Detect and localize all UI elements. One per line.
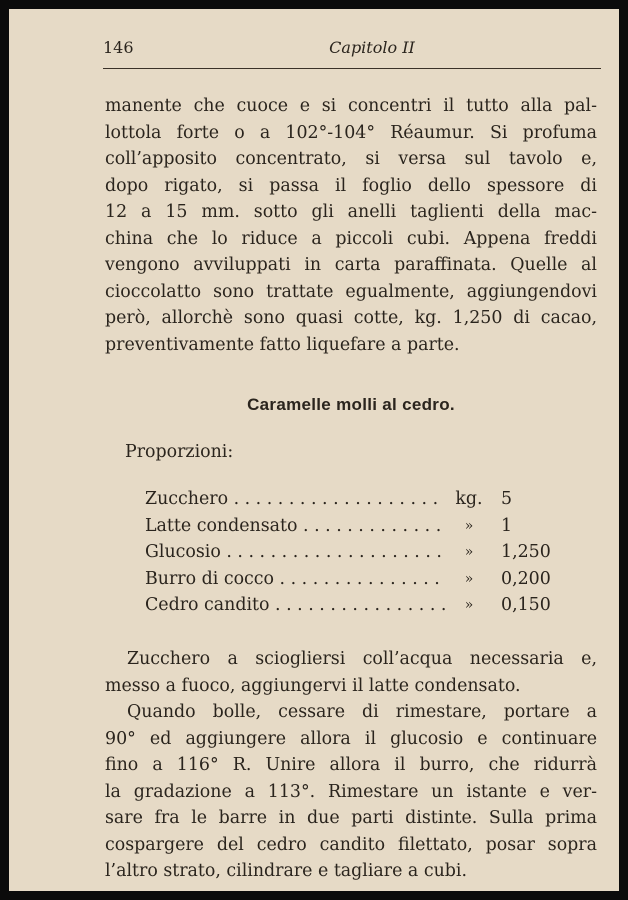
text-line: dopo rigato, si passa il foglio dello spessore di <box>105 175 597 196</box>
ingredient-quantity: 0,150 <box>501 595 551 615</box>
ingredient-unit: » <box>464 570 474 587</box>
ingredient-name: Burro di cocco . . . <box>145 566 445 593</box>
page-header <box>103 38 601 69</box>
method-text <box>105 646 597 885</box>
book-page <box>9 9 619 891</box>
ingredient-name: Zucchero . . . <box>145 486 445 513</box>
recipe-title: Caramelle molli al cedro. <box>247 395 455 414</box>
ingredient-name: Cedro candito . . . <box>145 592 445 619</box>
proportions-label: Proporzioni: <box>125 442 234 462</box>
text-line: messo a fuoco, aggiungervi il latte condensato. <box>105 675 521 696</box>
text-line: 90° ed aggiungere allora il glucosio e continuare <box>105 728 597 749</box>
text-line: cioccolatto sono trattate egualmente, aggiungendovi <box>105 281 597 302</box>
ingredient-unit: » <box>464 517 474 534</box>
text-line: la gradazione a 113°. Rimestare un istante e ver- <box>105 781 597 802</box>
text-line: Zucchero a sciogliersi coll’acqua necessaria e, <box>127 649 597 669</box>
text-line: l’altro strato, cilindrare e tagliare a cubi. <box>105 861 467 881</box>
ingredient-row <box>145 513 565 540</box>
running-title: Capitolo II <box>329 38 415 57</box>
ingredient-unit: » <box>464 597 474 613</box>
text-line: fino a 116° R. Unire allora il burro, che ridurrà <box>105 755 597 775</box>
text-line: sare fra le barre in due parti distinte. Sulla prima <box>105 808 597 828</box>
ingredient-unit: kg. <box>455 489 483 509</box>
ingredient-row <box>145 592 565 619</box>
ingredient-list <box>145 486 565 619</box>
ingredient-quantity: 0,200 <box>501 568 551 589</box>
text-line: preventivamente fatto liquefare a parte. <box>105 334 460 355</box>
ingredient-quantity: 1 <box>501 515 513 536</box>
text-line: coll’apposito concentrato, si versa sul tavolo e, <box>105 149 597 169</box>
text-line: Quando bolle, cessare di rimestare, portare a <box>127 702 597 722</box>
text-line: vengono avviluppati in carta paraffinata. Quelle al <box>105 255 597 275</box>
ingredient-quantity: 5 <box>501 489 513 509</box>
intro-paragraph <box>105 93 597 358</box>
text-line: lottola forte o a 102°-104° Réaumur. Si profuma <box>105 122 597 143</box>
ingredient-name: Latte condensato . . . <box>145 513 445 540</box>
ingredient-row <box>145 539 565 566</box>
text-line: china che lo riduce a piccoli cubi. Appena freddi <box>105 228 597 249</box>
ingredient-row <box>145 566 565 593</box>
text-line: manente che cuoce e si concentri il tutto alla pal- <box>105 96 597 116</box>
ingredient-unit: » <box>464 544 474 560</box>
ingredient-quantity: 1,250 <box>501 542 551 562</box>
ingredient-name: Glucosio . . . <box>145 539 445 566</box>
text-line: però, allorchè sono quasi cotte, kg. 1,250 di cacao, <box>105 308 597 328</box>
ingredient-row <box>145 486 565 513</box>
text-line: 12 a 15 mm. sotto gli anelli taglienti della mac- <box>105 202 597 222</box>
text-line: cospargere del cedro candito filettato, posar sopra <box>105 834 597 855</box>
page-number: 146 <box>103 38 134 57</box>
